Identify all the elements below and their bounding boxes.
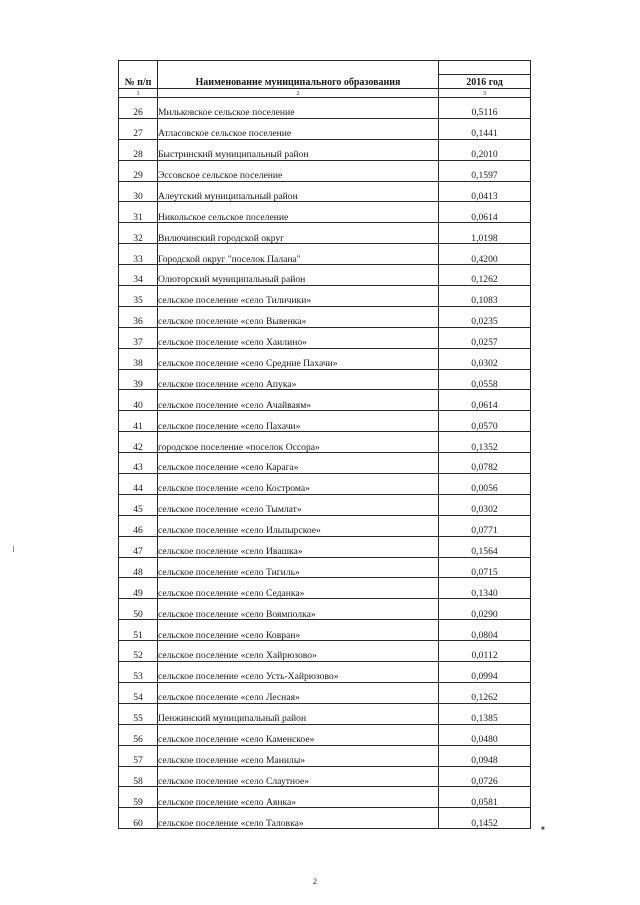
table-row xyxy=(119,160,531,181)
table-row xyxy=(119,494,531,515)
table-row xyxy=(119,286,531,307)
row-value: 0,5116 xyxy=(439,98,531,119)
row-value: 0,0726 xyxy=(439,766,531,787)
table-row xyxy=(119,181,531,202)
municipality-name: сельское поселение «село Карага» xyxy=(158,453,439,474)
municipality-name: сельское поселение «село Ачайваям» xyxy=(158,390,439,411)
municipality-name: сельское поселение «село Кострома» xyxy=(158,474,439,495)
row-value: 0,0994 xyxy=(439,662,531,683)
row-value: 0,1564 xyxy=(439,536,531,557)
municipality-name: сельское поселение «село Пахачи» xyxy=(158,411,439,432)
row-number: 50 xyxy=(119,599,158,620)
row-number: 35 xyxy=(119,286,158,307)
municipality-name: сельское поселение «село Ивашка» xyxy=(158,536,439,557)
municipality-name: Вилючинский городской округ xyxy=(158,223,439,244)
table-row xyxy=(119,411,531,432)
index-cell: 3 xyxy=(439,89,531,98)
row-value: 0,0614 xyxy=(439,202,531,223)
municipality-name: городское поселение «поселок Оссора» xyxy=(158,432,439,453)
municipality-name: сельское поселение «село Седанка» xyxy=(158,578,439,599)
table-row xyxy=(119,369,531,390)
table-row xyxy=(119,703,531,724)
municipality-name: сельское поселение «село Каменское» xyxy=(158,724,439,745)
row-value: 0,0112 xyxy=(439,641,531,662)
table-row xyxy=(119,641,531,662)
row-value: 0,0257 xyxy=(439,327,531,348)
municipality-name: сельское поселение «село Манилы» xyxy=(158,745,439,766)
row-value: 0,1441 xyxy=(439,118,531,139)
municipality-name: сельское поселение «село Усть-Хайрюзово» xyxy=(158,662,439,683)
row-number: 42 xyxy=(119,432,158,453)
row-value: 0,0480 xyxy=(439,724,531,745)
row-number: 41 xyxy=(119,411,158,432)
municipality-name: сельское поселение «село Тымлат» xyxy=(158,494,439,515)
row-value: 0,1262 xyxy=(439,265,531,286)
municipality-name: сельское поселение «село Тигиль» xyxy=(158,557,439,578)
municipality-name: Эссовское сельское поселение xyxy=(158,160,439,181)
row-number: 46 xyxy=(119,515,158,536)
page-number: 2 xyxy=(313,877,317,886)
row-number: 53 xyxy=(119,662,158,683)
municipality-name: сельское поселение «село Слаутное» xyxy=(158,766,439,787)
row-value: 0,0302 xyxy=(439,494,531,515)
row-number: 44 xyxy=(119,474,158,495)
municipality-name: Никольское сельское поселение xyxy=(158,202,439,223)
row-value: 0,0413 xyxy=(439,181,531,202)
table-row xyxy=(119,98,531,119)
municipality-name: сельское поселение «село Вывенка» xyxy=(158,306,439,327)
table-row xyxy=(119,306,531,327)
row-value: 0,1083 xyxy=(439,286,531,307)
row-value: 0,0558 xyxy=(439,369,531,390)
row-number: 47 xyxy=(119,536,158,557)
row-value: 0,2010 xyxy=(439,139,531,160)
table-row xyxy=(119,557,531,578)
table-row xyxy=(119,808,531,829)
table-row xyxy=(119,139,531,160)
scan-mark: ■ xyxy=(541,826,545,832)
row-value: 0,1340 xyxy=(439,578,531,599)
table-header xyxy=(119,61,531,98)
municipality-name: сельское поселение «село Лесная» xyxy=(158,682,439,703)
row-number: 48 xyxy=(119,557,158,578)
table-row xyxy=(119,348,531,369)
row-number: 32 xyxy=(119,223,158,244)
table-row xyxy=(119,244,531,265)
row-number: 30 xyxy=(119,181,158,202)
row-value: 0,1262 xyxy=(439,682,531,703)
row-number: 45 xyxy=(119,494,158,515)
municipality-name: сельское поселение «село Апука» xyxy=(158,369,439,390)
row-number: 52 xyxy=(119,641,158,662)
municipality-name: Пенжинский муниципальный район xyxy=(158,703,439,724)
scan-mark xyxy=(13,546,14,552)
municipality-name: Городской округ "поселок Палана" xyxy=(158,244,439,265)
row-value: 0,0804 xyxy=(439,620,531,641)
row-value: 0,4200 xyxy=(439,244,531,265)
index-cell: 1 xyxy=(119,89,158,98)
header-name: Наименование муниципального образования xyxy=(158,61,439,89)
row-number: 39 xyxy=(119,369,158,390)
municipality-name: сельское поселение «село Ковран» xyxy=(158,620,439,641)
row-number: 55 xyxy=(119,703,158,724)
row-number: 43 xyxy=(119,453,158,474)
row-number: 37 xyxy=(119,327,158,348)
municipal-table xyxy=(118,60,531,829)
row-value: 0,0570 xyxy=(439,411,531,432)
municipality-name: сельское поселение «село Тиличики» xyxy=(158,286,439,307)
municipality-name: сельское поселение «село Средние Пахачи» xyxy=(158,348,439,369)
row-value: 0,1452 xyxy=(439,808,531,829)
table-row xyxy=(119,515,531,536)
municipality-name: сельское поселение «село Хаилино» xyxy=(158,327,439,348)
table-row xyxy=(119,474,531,495)
municipality-name: сельское поселение «село Ильпырское» xyxy=(158,515,439,536)
row-number: 56 xyxy=(119,724,158,745)
row-number: 33 xyxy=(119,244,158,265)
table-row xyxy=(119,578,531,599)
municipality-name: сельское поселение «село Таловка» xyxy=(158,808,439,829)
row-number: 57 xyxy=(119,745,158,766)
row-value: 0,0715 xyxy=(439,557,531,578)
row-number: 26 xyxy=(119,98,158,119)
header-year-blank xyxy=(439,61,531,75)
row-number: 58 xyxy=(119,766,158,787)
row-value: 0,0581 xyxy=(439,787,531,808)
row-number: 38 xyxy=(119,348,158,369)
table-row xyxy=(119,453,531,474)
row-value: 0,0782 xyxy=(439,453,531,474)
table-row xyxy=(119,223,531,244)
table-row xyxy=(119,662,531,683)
row-number: 59 xyxy=(119,787,158,808)
municipality-name: сельское поселение «село Аянка» xyxy=(158,787,439,808)
table-row xyxy=(119,787,531,808)
table-row xyxy=(119,620,531,641)
row-value: 0,0302 xyxy=(439,348,531,369)
index-row xyxy=(119,89,531,98)
municipality-name: Атласовское сельское поселение xyxy=(158,118,439,139)
row-value: 0,0290 xyxy=(439,599,531,620)
row-number: 29 xyxy=(119,160,158,181)
table-row xyxy=(119,745,531,766)
row-value: 0,1385 xyxy=(439,703,531,724)
row-number: 49 xyxy=(119,578,158,599)
table-row xyxy=(119,536,531,557)
row-value: 0,0948 xyxy=(439,745,531,766)
row-value: 1,0198 xyxy=(439,223,531,244)
municipality-name: Алеутский муниципальный район xyxy=(158,181,439,202)
municipality-name: сельское поселение «село Воямполка» xyxy=(158,599,439,620)
row-value: 0,0056 xyxy=(439,474,531,495)
table-row xyxy=(119,202,531,223)
table-row xyxy=(119,432,531,453)
row-value: 0,1352 xyxy=(439,432,531,453)
row-value: 0,1597 xyxy=(439,160,531,181)
index-cell: 2 xyxy=(158,89,439,98)
row-value: 0,0614 xyxy=(439,390,531,411)
table-row xyxy=(119,724,531,745)
table-body xyxy=(119,98,531,829)
row-number: 40 xyxy=(119,390,158,411)
row-value: 0,0235 xyxy=(439,306,531,327)
municipality-name: Мильковское сельское поселение xyxy=(158,98,439,119)
table-row xyxy=(119,682,531,703)
row-value: 0,0771 xyxy=(439,515,531,536)
table-row xyxy=(119,265,531,286)
municipality-name: Олюторский муниципальный район xyxy=(158,265,439,286)
municipality-name: сельское поселение «село Хайрюзово» xyxy=(158,641,439,662)
row-number: 34 xyxy=(119,265,158,286)
row-number: 28 xyxy=(119,139,158,160)
row-number: 27 xyxy=(119,118,158,139)
row-number: 60 xyxy=(119,808,158,829)
header-num: № п/п xyxy=(119,61,158,89)
row-number: 51 xyxy=(119,620,158,641)
municipality-name: Быстринский муниципальный район xyxy=(158,139,439,160)
row-number: 31 xyxy=(119,202,158,223)
header-year: 2016 год xyxy=(439,75,531,89)
table-row xyxy=(119,118,531,139)
table-row xyxy=(119,766,531,787)
table-row xyxy=(119,390,531,411)
table-row xyxy=(119,327,531,348)
row-number: 54 xyxy=(119,682,158,703)
table-row xyxy=(119,599,531,620)
row-number: 36 xyxy=(119,306,158,327)
